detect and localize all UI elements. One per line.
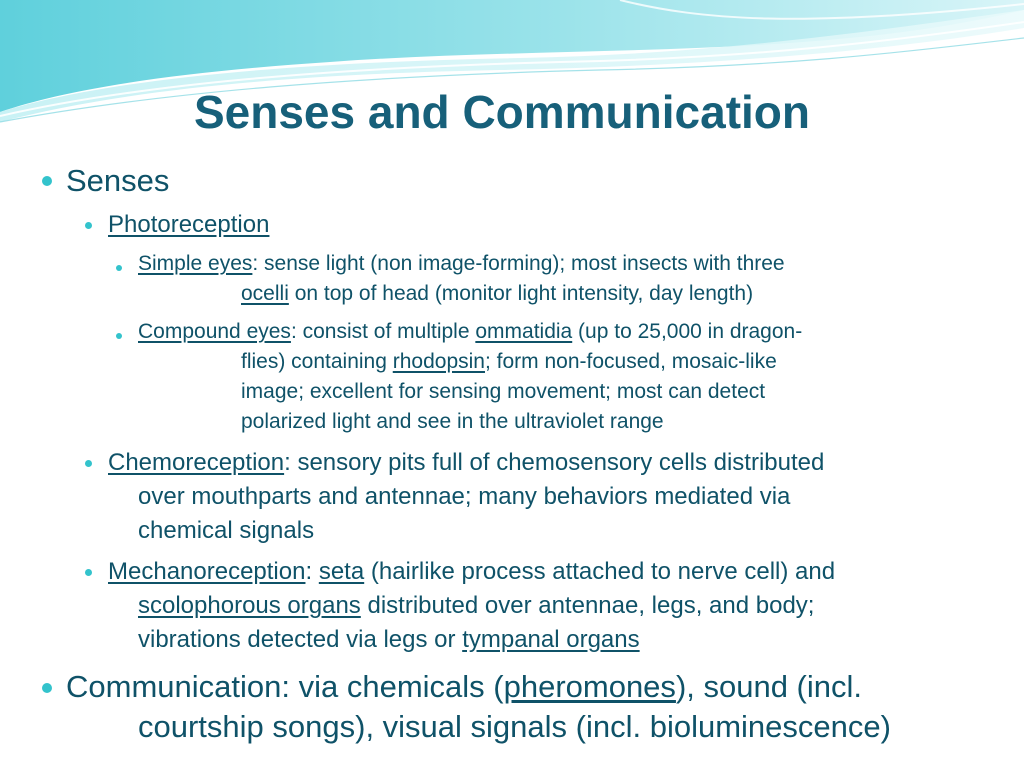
compound-eyes-line-4 — [241, 407, 664, 437]
senses-heading — [66, 163, 169, 199]
bullet-dot — [85, 222, 92, 229]
communication-line-1 — [66, 669, 862, 705]
pheromones-term: pheromones — [503, 669, 676, 704]
mechanoreception-line-3 — [138, 623, 640, 657]
scolophorous-organs-term: scolophorous organs — [138, 592, 361, 619]
rhodopsin-term: rhodopsin — [392, 350, 485, 373]
compound-eyes-text-2a: flies) containing — [241, 350, 393, 373]
chemoreception-line-3 — [138, 514, 314, 548]
bullet-dot — [42, 176, 52, 186]
chemoreception-text: : sensory pits full of chemosensory cells distributed — [284, 449, 825, 476]
communication-text-2: courtship songs), visual signals (incl. bioluminescence) — [138, 709, 891, 744]
simple-eyes-line-2 — [241, 279, 753, 309]
bullet-dot — [85, 569, 92, 576]
slide-title: Senses and Communication — [193, 86, 810, 138]
compound-eyes-line-1 — [138, 317, 802, 347]
mechanoreception-term: Mechanoreception — [108, 558, 306, 585]
mechanoreception-text-3: vibrations detected via legs or — [138, 626, 463, 653]
communication-text-b: ), sound (incl. — [675, 669, 863, 704]
compound-eyes-term: Compound eyes — [138, 320, 291, 343]
chemoreception-term: Chemoreception — [108, 449, 285, 476]
simple-eyes-line-1 — [138, 249, 785, 279]
bullet-dot — [116, 265, 122, 271]
compound-eyes-text-b: (up to 25,000 in dragon- — [572, 320, 803, 343]
communication-line-2 — [138, 709, 891, 745]
bullet-dot — [85, 460, 92, 467]
chemoreception-text-2: over mouthparts and antennae; many behaviors mediated via — [138, 483, 791, 510]
bullet-dot — [116, 333, 122, 339]
photoreception-item — [108, 208, 269, 242]
compound-eyes-line-2 — [241, 347, 777, 377]
bullet-dot — [42, 683, 52, 693]
mechanoreception-sep: : — [305, 558, 319, 585]
compound-eyes-text-2b: ; form non-focused, mosaic-like — [484, 350, 777, 373]
mechanoreception-line-1 — [108, 555, 835, 589]
tympanal-organs-term: tympanal organs — [462, 626, 640, 653]
photoreception-term: Photoreception — [108, 211, 270, 238]
seta-term: seta — [318, 558, 365, 585]
mechanoreception-text-2: distributed over antennae, legs, and body; — [360, 592, 815, 619]
ocelli-term: ocelli — [241, 282, 289, 305]
compound-eyes-text: : consist of multiple — [290, 320, 476, 343]
compound-eyes-text-4: polarized light and see in the ultraviolet range — [241, 410, 664, 433]
mechanoreception-line-2 — [138, 589, 814, 623]
simple-eyes-text-2: on top of head (monitor light intensity, day length) — [288, 282, 754, 305]
chemoreception-text-3: chemical signals — [138, 517, 315, 544]
simple-eyes-text: : sense light (non image-forming); most insects with three — [252, 252, 785, 275]
communication-text: Communication: via chemicals ( — [66, 669, 504, 704]
chemoreception-line-2 — [138, 480, 790, 514]
compound-eyes-line-3 — [241, 377, 765, 407]
compound-eyes-text-3: image; excellent for sensing movement; most can detect — [241, 380, 766, 403]
simple-eyes-term: Simple eyes — [138, 252, 253, 275]
mechanoreception-text: (hairlike process attached to nerve cell) and — [364, 558, 836, 585]
chemoreception-line-1 — [108, 446, 824, 480]
senses-label: Senses — [66, 163, 170, 198]
ommatidia-term: ommatidia — [475, 320, 573, 343]
